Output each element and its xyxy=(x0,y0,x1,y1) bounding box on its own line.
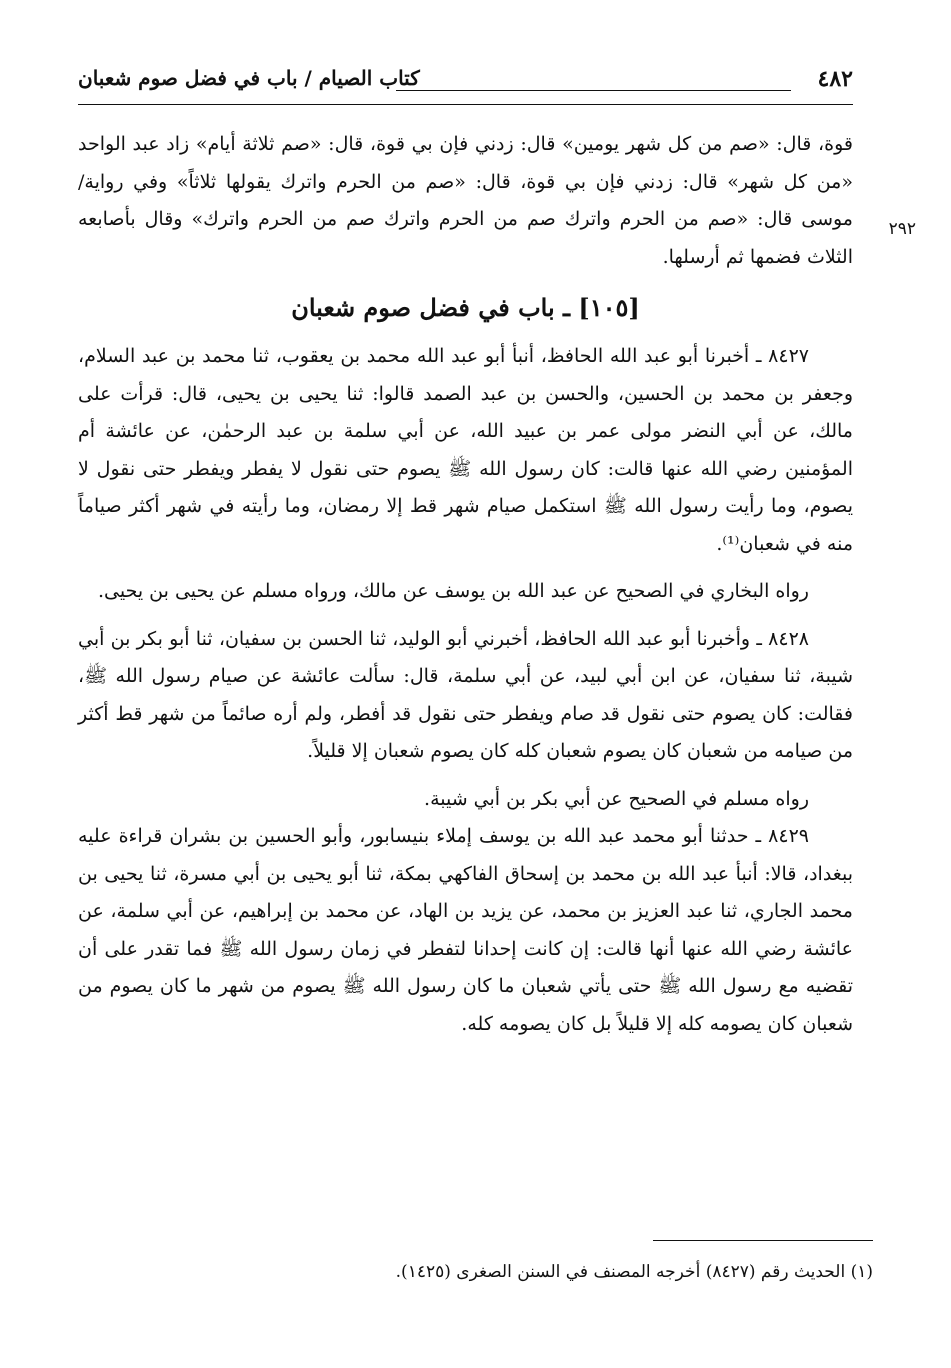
narration-note-1: رواه البخاري في الصحيح عن عبد الله بن يوسف عن مالك، ورواه مسلم عن يحيى بن يحيى. xyxy=(97,580,809,602)
margin-page-number: ٢٩٢ xyxy=(888,219,916,239)
hadith-8427: ٨٤٢٧ ـ أخبرنا أبو عبد الله الحافظ، أنبأ أبو عبد الله محمد بن يعقوب، ثنا محمد بن عبد السلام، وجعفر بن محمد بن الحسين، والحسن بن عبد الصمد قالوا: ثنا يحيى بن يحيى، قال: قرأت على مالك، عن أبي النضر مولى عمر بن عبيد الله، عن أبي سلمة بن عبد الرحمٰن، عن عائشة أم المؤمنين رضي الله عنها قالت: كان رسول الله ﷺ يصوم حتى نقول لا يفطر ويفطر حتى نقول لا يصوم، وما رأيت رسول الله ﷺ استكمل صيام شهر قط إلا رمضان، وما رأيته في شهر أكثر صياماً منه في شعبان⁽¹⁾. xyxy=(78,345,853,555)
footnote-divider xyxy=(653,1240,873,1241)
hadith-8429: ٨٤٢٩ ـ حدثنا أبو محمد عبد الله بن يوسف إملاء بنيسابور، وأبو الحسين بن بشران قراءة عليه ببغداد، قالا: أنبأ عبد الله بن محمد بن إسحاق الفاكهي بمكة، ثنا أبو يحيى بن أبي مسرة، ثنا يحيى بن محمد الجاري، ثنا عبد العزيز بن محمد، عن يزيد بن الهاد، عن محمد بن إبراهيم، عن أبي سلمة، عن عائشة رضي الله عنها أنها قالت: إن كانت إحدانا لتفطر في زمان رسول الله ﷺ فما تقدر على أن تقضيه مع رسول الله ﷺ حتى يأتي شعبان ما كان رسول الله ﷺ يصوم من شهر ما كان يصوم من شعبان كان يصومه كله إلا قليلاً بل كان يصومه كله. xyxy=(78,825,853,1035)
header-divider xyxy=(78,104,853,105)
page-number: ٤٨٢ xyxy=(817,66,853,92)
header-rule xyxy=(396,90,791,91)
page-header xyxy=(78,62,853,112)
chapter-heading: [١٠٥] ـ باب في فضل صوم شعبان xyxy=(291,293,640,322)
footnote: (١) الحديث رقم (٨٤٢٧) أخرجه المصنف في السنن الصغرى (١٤٢٥). xyxy=(395,1262,873,1282)
running-title: كتاب الصيام / باب في فضل صوم شعبان xyxy=(78,66,420,90)
hadith-8428: ٨٤٢٨ ـ وأخبرنا أبو عبد الله الحافظ، أخبرني أبو الوليد، ثنا الحسن بن سفيان، ثنا أبو بكر بن أبي شيبة، ثنا سفيان، عن ابن أبي لبيد، عن أبي سلمة، قال: سألت عائشة عن صيام رسول الله ﷺ، فقالت: كان يصوم حتى نقول قد صام ويفطر حتى نقول قد أفطر، ولم أره صائماً من شهر قط أكثر من صيامه من شعبان كان يصوم شعبان كله كان يصوم شعبان إلا قليلاً. xyxy=(78,627,853,762)
narration-note-2: رواه مسلم في الصحيح عن أبي بكر بن أبي شيبة. xyxy=(424,787,809,810)
continuation-paragraph: قوة، قال: «صم من كل شهر يومين» قال: زدني فإن بي قوة، قال: «صم ثلاثة أيام» زاد عبد الواحد «من كل شهر» قال: زدني فإن بي قوة، قال: «صم من الحرم واترك يقولها ثلاثاً» وفي رواية/ موسى قال: «صم من الحرم واترك صم من الحرم واترك صم من الحرم واترك» وقال بأصابعه الثلاث فضمها ثم أرسلها. xyxy=(78,133,853,268)
main-text xyxy=(78,126,853,1043)
